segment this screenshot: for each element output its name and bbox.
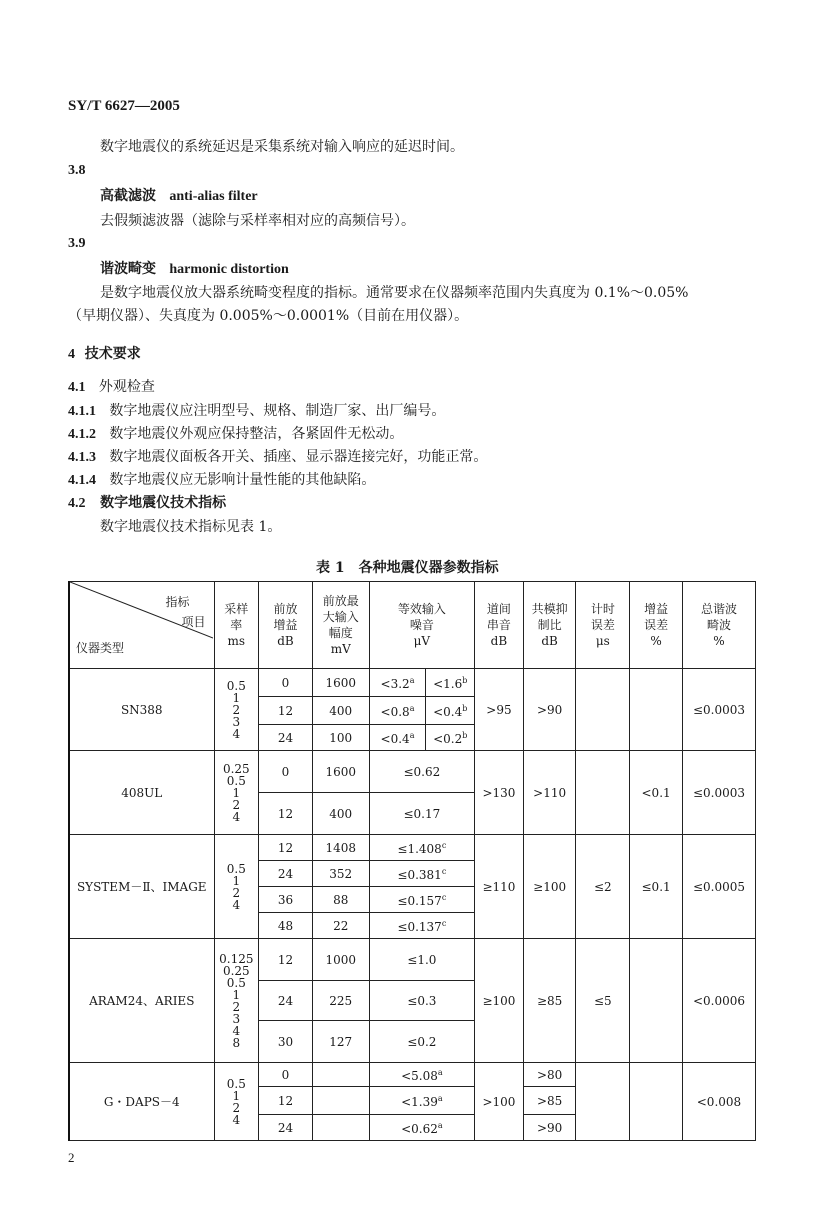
noise-cell: ≤0.62 xyxy=(369,751,474,793)
clause-4-1-3 xyxy=(68,448,487,467)
header-timing-error: 计时 误差 μs xyxy=(576,582,630,669)
gain-error-cell: <0.1 xyxy=(630,751,683,835)
noise-b-cell: <0.4$^b$ xyxy=(426,697,475,725)
noise-cell: <1.39$^a$ xyxy=(369,1087,474,1115)
section-number: 4.2 xyxy=(68,496,86,511)
cmrr-cell: ≥100 xyxy=(523,835,576,939)
gain-cell: 12 xyxy=(259,1087,313,1115)
section-title: 技术要求 xyxy=(84,346,141,362)
term-en: anti-alias filter xyxy=(169,189,258,204)
max-input-cell: 22 xyxy=(312,913,369,939)
thd-cell: <0.008 xyxy=(682,1063,755,1141)
thd-cell: ≤0.0003 xyxy=(682,751,755,835)
crosstalk-cell: >130 xyxy=(475,751,524,835)
table-row xyxy=(69,669,756,697)
timing-cell: ≤5 xyxy=(576,939,630,1063)
noise-cell: ≤1.0 xyxy=(369,939,474,981)
noise-cell: ≤0.157$^c$ xyxy=(369,887,474,913)
gain-cell: 12 xyxy=(259,835,313,861)
header-crosstalk: 道间 串音 dB xyxy=(475,582,524,669)
sampling-rates: 0.5 1 2 4 xyxy=(214,1063,259,1141)
gain-error-cell xyxy=(630,939,683,1063)
clause-number: 4.1.2 xyxy=(68,427,96,442)
gain-error-cell xyxy=(630,669,683,751)
noise-cell: ≤0.17 xyxy=(369,793,474,835)
sampling-rates: 0.125 0.25 0.5 1 2 3 4 8 xyxy=(214,939,259,1063)
clause-number: 4.1.1 xyxy=(68,404,96,419)
gain-cell: 36 xyxy=(259,887,313,913)
cmrr-cell: ≥85 xyxy=(523,939,576,1063)
definition-anti-alias: 去假频滤波器（滤除与采样率相对应的高频信号）。 xyxy=(100,213,415,229)
max-input-cell: 100 xyxy=(312,725,369,751)
gain-error-cell: ≤0.1 xyxy=(630,835,683,939)
cmrr-cell: >85 xyxy=(523,1087,576,1115)
section-4-2-heading xyxy=(68,494,226,513)
gain-cell: 12 xyxy=(259,939,313,981)
cmrr-cell: >80 xyxy=(523,1063,576,1087)
header-sampling-rate: 采样 率 ms xyxy=(214,582,259,669)
timing-cell: ≤2 xyxy=(576,835,630,939)
gain-cell: 30 xyxy=(259,1021,313,1063)
thd-cell: ≤0.0003 xyxy=(682,669,755,751)
header-noise: 等效输入 噪音 μV xyxy=(369,582,474,669)
table-caption: 表 1 各种地震仪器参数指标 xyxy=(316,560,499,576)
header-gain-error: 增益 误差 % xyxy=(630,582,683,669)
instrument-name: SYSTEM－Ⅱ、IMAGE xyxy=(69,835,214,939)
gain-cell: 48 xyxy=(259,913,313,939)
section-number: 4 xyxy=(68,347,75,362)
cmrr-cell: >110 xyxy=(523,751,576,835)
table-row xyxy=(69,1063,756,1087)
header-cmrr: 共模抑 制比 dB xyxy=(523,582,576,669)
crosstalk-cell: >95 xyxy=(475,669,524,751)
clause-text: 数字地震仪应无影响计量性能的其他缺陷。 xyxy=(109,472,376,488)
max-input-cell: 400 xyxy=(312,697,369,725)
header-thd: 总谐波 畸波 % xyxy=(682,582,755,669)
term-en: harmonic distortion xyxy=(169,262,289,277)
corner-header xyxy=(69,582,214,669)
noise-b-cell: <1.6$^b$ xyxy=(426,669,475,697)
section-3-8-number: 3.8 xyxy=(68,163,86,178)
timing-cell xyxy=(576,1063,630,1141)
clause-number: 4.1.4 xyxy=(68,473,96,488)
noise-cell: <5.08$^a$ xyxy=(369,1063,474,1087)
max-input-cell: 127 xyxy=(312,1021,369,1063)
paragraph-see-table: 数字地震仪技术指标见表 1。 xyxy=(100,519,282,535)
table-row xyxy=(69,751,756,793)
gain-cell: 0 xyxy=(259,751,313,793)
section-4-1-heading xyxy=(68,378,155,397)
gain-cell: 24 xyxy=(259,981,313,1021)
section-3-9-number: 3.9 xyxy=(68,236,86,251)
noise-cell: ≤0.137$^c$ xyxy=(369,913,474,939)
sampling-rates: 0.5 1 2 4 xyxy=(214,835,259,939)
cmrr-cell: >90 xyxy=(523,669,576,751)
definition-harmonic-line2: （早期仪器）、失真度为 0.005%～0.0001%（目前在用仪器）。 xyxy=(68,308,469,324)
table-row xyxy=(69,835,756,861)
paragraph-system-delay: 数字地震仪的系统延迟是采集系统对输入响应的延迟时间。 xyxy=(100,139,464,155)
clause-4-1-1 xyxy=(68,402,445,421)
gain-cell: 24 xyxy=(259,1115,313,1141)
instrument-name: G・DAPS－4 xyxy=(69,1063,214,1141)
instrument-name: SN388 xyxy=(69,669,214,751)
max-input-cell: 225 xyxy=(312,981,369,1021)
clause-4-1-4 xyxy=(68,471,375,490)
thd-cell: ≤0.0005 xyxy=(682,835,755,939)
max-input-cell: 400 xyxy=(312,793,369,835)
timing-cell xyxy=(576,751,630,835)
max-input-cell: 88 xyxy=(312,887,369,913)
corner-bottom-label: 仪器类型 xyxy=(76,641,125,655)
cmrr-cell: >90 xyxy=(523,1115,576,1141)
standard-code: SY/T 6627—2005 xyxy=(68,98,180,114)
max-input-cell xyxy=(312,1115,369,1141)
noise-cell: ≤0.381$^c$ xyxy=(369,861,474,887)
gain-cell: 12 xyxy=(259,697,313,725)
instrument-name: 408UL xyxy=(69,751,214,835)
gain-error-cell xyxy=(630,1063,683,1141)
max-input-cell: 1600 xyxy=(312,751,369,793)
clause-text: 数字地震仪面板各开关、插座、显示器连接完好，功能正常。 xyxy=(109,449,488,465)
noise-a-cell: <3.2$^a$ xyxy=(369,669,426,697)
max-input-cell xyxy=(312,1087,369,1115)
instrument-name: ARAM24、ARIES xyxy=(69,939,214,1063)
definition-harmonic-line1: 是数字地震仪放大器系统畸变程度的指标。通常要求在仪器频率范围内失真度为 0.1%～0.05% xyxy=(100,285,689,301)
max-input-cell: 1000 xyxy=(312,939,369,981)
section-title: 外观检查 xyxy=(98,379,155,395)
noise-a-cell: <0.8$^a$ xyxy=(369,697,426,725)
max-input-cell: 352 xyxy=(312,861,369,887)
spec-table xyxy=(68,581,756,1141)
clause-4-1-2 xyxy=(68,425,403,444)
header-max-input: 前放最 大输入 幅度 mV xyxy=(312,582,369,669)
page-number: 2 xyxy=(68,1150,75,1165)
sampling-rates: 0.25 0.5 1 2 4 xyxy=(214,751,259,835)
section-title: 数字地震仪技术指标 xyxy=(100,495,227,511)
term-harmonic-distortion xyxy=(100,260,289,279)
section-4-heading xyxy=(68,345,141,364)
table-row xyxy=(69,939,756,981)
max-input-cell: 1600 xyxy=(312,669,369,697)
noise-cell: <0.62$^a$ xyxy=(369,1115,474,1141)
table-header-row xyxy=(69,582,756,669)
clause-number: 4.1.3 xyxy=(68,450,96,465)
gain-cell: 12 xyxy=(259,793,313,835)
corner-top-label: 指标 xyxy=(165,595,190,609)
term-anti-alias xyxy=(100,187,258,206)
max-input-cell xyxy=(312,1063,369,1087)
gain-cell: 0 xyxy=(259,669,313,697)
crosstalk-cell: >100 xyxy=(475,1063,524,1141)
gain-cell: 24 xyxy=(259,725,313,751)
corner-mid-label: 项目 xyxy=(181,615,206,629)
clause-text: 数字地震仪应注明型号、规格、制造厂家、出厂编号。 xyxy=(109,403,446,419)
gain-cell: 0 xyxy=(259,1063,313,1087)
sampling-rates: 0.5 1 2 3 4 xyxy=(214,669,259,751)
gain-cell: 24 xyxy=(259,861,313,887)
noise-cell: ≤0.2 xyxy=(369,1021,474,1063)
term-cn: 高截滤波 xyxy=(100,188,156,204)
noise-cell: ≤1.408$^c$ xyxy=(369,835,474,861)
max-input-cell: 1408 xyxy=(312,835,369,861)
section-number: 4.1 xyxy=(68,380,86,395)
term-cn: 谐波畸变 xyxy=(100,261,156,277)
noise-b-cell: <0.2$^b$ xyxy=(426,725,475,751)
timing-cell xyxy=(576,669,630,751)
crosstalk-cell: ≥110 xyxy=(475,835,524,939)
thd-cell: <0.0006 xyxy=(682,939,755,1063)
crosstalk-cell: ≥100 xyxy=(475,939,524,1063)
noise-cell: ≤0.3 xyxy=(369,981,474,1021)
noise-a-cell: <0.4$^a$ xyxy=(369,725,426,751)
clause-text: 数字地震仪外观应保持整洁，各紧固件无松动。 xyxy=(109,426,404,442)
header-gain: 前放 增益 dB xyxy=(259,582,313,669)
